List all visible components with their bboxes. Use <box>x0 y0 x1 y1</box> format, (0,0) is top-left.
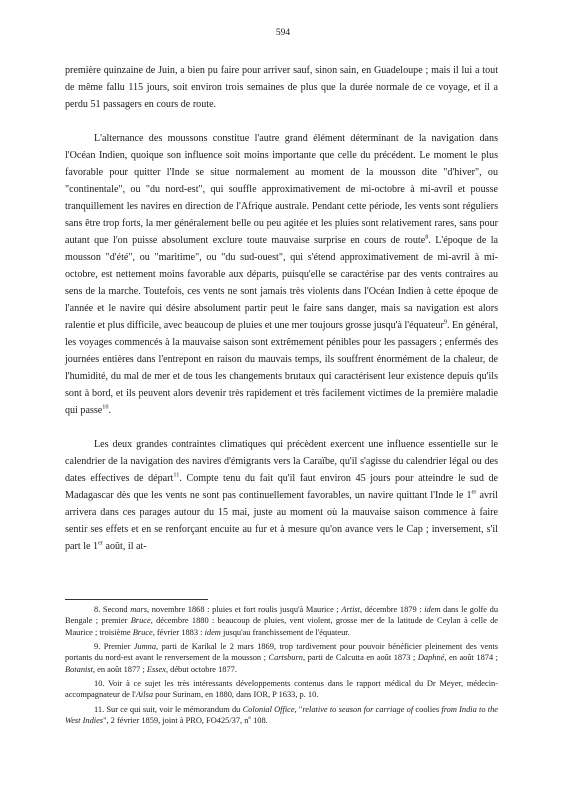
italic-text: idem <box>424 605 441 614</box>
superscript-mark: 8 <box>425 233 429 241</box>
text-run: avril arrivera dans ces parages autour du 15 mai, juste au moment où la mauvaise saison commence à faire sentir ses effets et en se renforçant encuite au fur et à mesure qu'on avance vers le Cap ; inversement, s'il part le 1 <box>65 490 498 552</box>
text-run: , parti de Calcutta en août 1873 ; <box>302 653 418 663</box>
superscript-mark: er <box>471 488 477 496</box>
text-run: 8. Second <box>94 605 131 614</box>
italic-text: relative to season for carriage of <box>302 704 414 714</box>
text-run: 10. Voir à ce sujet les très intéressants développements contenus dans le rapport médical du Dr Meyer, médecin-accompagnateur de l' <box>65 679 498 700</box>
italic-text: Ailsa <box>135 690 154 700</box>
text-run: jusqu'au franchissement de l'équateur. <box>220 627 350 637</box>
text-run: 9. Premier <box>94 642 134 652</box>
superscript-mark: 10 <box>102 403 109 411</box>
text-run: , " <box>294 704 303 714</box>
text-run: , février 1883 : <box>152 627 205 637</box>
text-run: coolies <box>413 704 442 714</box>
footnote <box>65 704 498 727</box>
text-run: , décembre 1879 : <box>360 605 425 614</box>
text-run: , début octobre 1877. <box>165 664 237 674</box>
italic-text: Cartsburn <box>268 653 303 663</box>
superscript-mark: er <box>98 539 103 547</box>
italic-text: Botanist <box>65 664 93 674</box>
text-run: . En général, les voyages commencés à la mauvaise saison sont extrêmement pénibles pour les passagers ; enfermés des journées entières dans l'entrepont en raison du mauvais temps, ils souffrent énormément de la chaleur, de l'humidité, du mal de mer et de tous les changements brutaux qui caractérisent leur existence depuis qu'ils sont à bord, et ils peuvent alors devenir très rapidement et très facilement victimes de la première maladie qui passe <box>65 320 498 416</box>
footnote <box>65 678 498 701</box>
italic-text: from India to the West Indies <box>65 704 499 726</box>
italic-text: Essex <box>146 664 166 674</box>
superscript-mark: o <box>248 715 251 722</box>
page-number: 594 <box>275 28 291 38</box>
body-text <box>65 62 498 555</box>
body-paragraph <box>65 130 498 419</box>
body-paragraph <box>65 62 498 113</box>
footnote-separator <box>65 599 208 600</box>
text-run: , en août 1877 ; <box>92 664 147 674</box>
superscript-mark: 9 <box>443 318 447 326</box>
text-run: , en août 1874 ; <box>444 653 499 663</box>
text-run: , novembre 1868 : pluies et fort roulis jusqu'à Maurice ; <box>146 605 342 614</box>
text-run: L'alternance des moussons constitue l'autre grand élément déterminant de la navigation dans l'Océan Indien, quoique son influence soit moins importante que celle du précédent. Le moment le plus favorable pour quitter l'Inde se situe normalement au moment de la mousson dite "d'hiver", ou "continentale", ou "du nord-est", qui souffle approximativement de mi-octobre à mi-avril et pousse tranquillement les navires en direction de l'Afrique australe. Pendant cette période, les vents sont réguliers sans être trop forts, la mer généralement belle ou peu agitée et les pluies sont relativement rares, sans pour autant que l'on puisse absolument exclure toute mauvaise surprise en cours de route <box>65 133 498 246</box>
footnote <box>65 604 498 638</box>
text-run: pour Surinam, en 1880, dans IOR, P 1633, p. 10. <box>153 690 319 700</box>
italic-text: Bruce <box>132 627 153 637</box>
text-run: 108. <box>251 716 268 726</box>
italic-text: Artist <box>341 605 360 614</box>
superscript-mark: 11 <box>173 471 180 479</box>
text-run: dans le golfe du Bengale ; premier <box>65 605 499 626</box>
footnotes <box>65 604 498 730</box>
text-run: ", 2 février 1859, joint à PRO, FO425/37, n <box>103 716 249 726</box>
text-run: première quinzaine de Juin, a bien pu faire pour arriver sauf, sinon sain, en Guadeloupe ; mais il lui a tout de même fallu 115 jours, soit environ trois semaines de plus que la durée normale de ce voyage, et il a perdu 51 passagers en cours de route. <box>65 65 498 110</box>
italic-text: Colonial Office <box>242 704 295 714</box>
italic-text: mars <box>130 605 147 614</box>
italic-text: idem <box>204 627 221 637</box>
text-run: , décembre 1880 : beaucoup de pluies, vent violent, grosse mer de la latitude de Ceylan à celle de Maurice ; troisième <box>65 616 499 637</box>
text-run: 11. Sur ce qui suit, voir le mémorandum du <box>94 704 243 714</box>
italic-text: Daphné <box>417 653 445 663</box>
text-run: août, il at- <box>102 541 147 552</box>
text-run: . <box>108 405 112 416</box>
text-run: , parti de Karikal le 2 mars 1869, trop tardivement pour pouvoir bénéficier pleinement des vents portants du nord-est avant le renversement de la mousson ; <box>65 642 499 663</box>
italic-text: Bruce <box>130 616 151 626</box>
italic-text: Jumna <box>133 642 157 652</box>
text-run: Les deux grandes contraintes climatiques qui précèdent exercent une influence essentielle sur le calendrier de la navigation des navires d'émigrants vers la Caraïbe, qu'il s'agisse du calendrier légal ou des dates effectives de départ <box>65 439 498 484</box>
footnote <box>65 641 498 675</box>
text-run: . Compte tenu du fait qu'il faut environ 45 jours pour atteindre le sud de Madagascar dès que les vents ne sont pas continuellement favorables, un navire quittant l'Inde le 1 <box>65 473 498 501</box>
body-paragraph <box>65 436 498 555</box>
text-run: . L'époque de la mousson "d'été", ou "maritime", ou "du sud-ouest", qui s'étend approximativement de mi-avril à mi-octobre, est nettement moins favorable aux départs, puisqu'elle se caractérise par des vents contraires au sens de la marche. Toutefois, ces vents ne sont jamais très violents dans l'Océan Indien à cette époque de l'année et le navire qui désire absolument partir peut le faire sans danger, mais sa navigation est alors ralentie et plus difficile, avec beaucoup de pluies et une mer toujours grosse jusqu'à l'équateur <box>65 235 498 331</box>
